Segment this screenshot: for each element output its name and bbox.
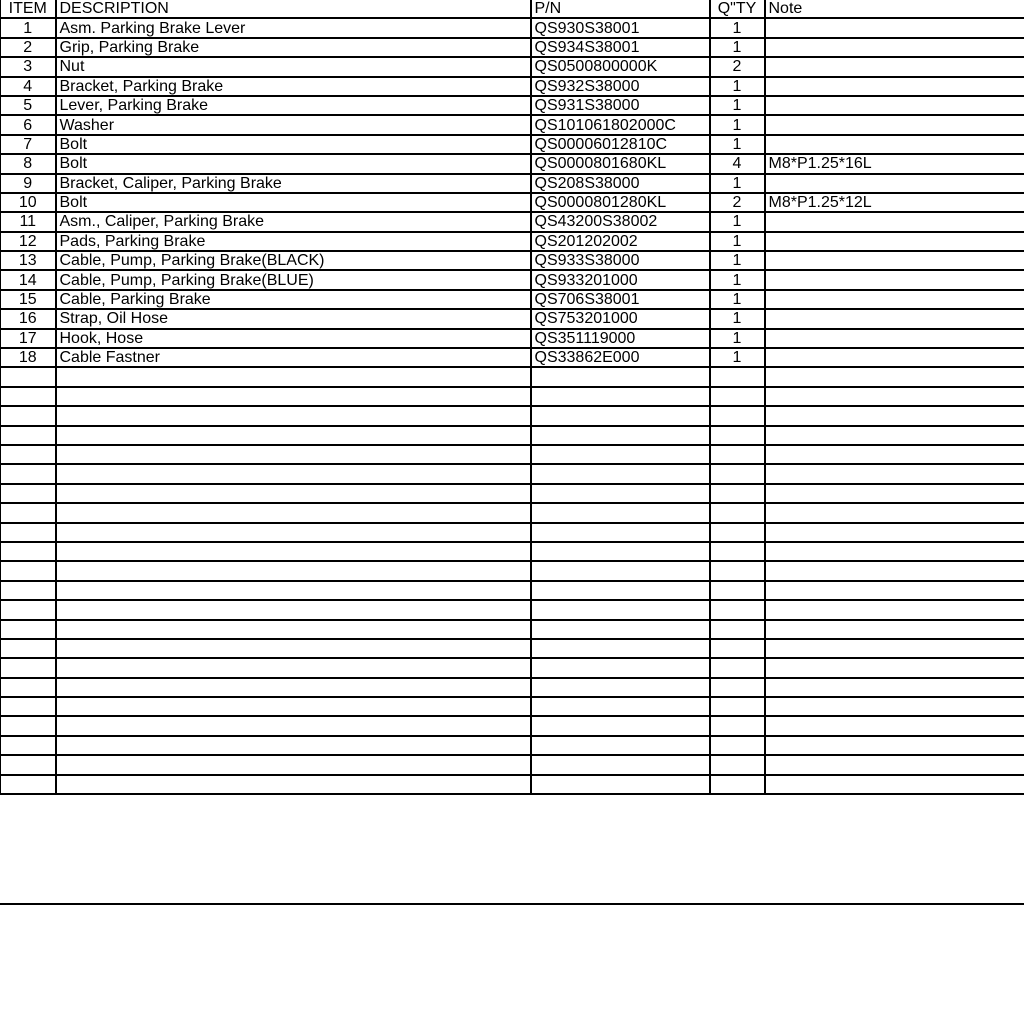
part-number-cell: QS932S38000 (531, 77, 710, 96)
table-row (1, 232, 1024, 251)
item-cell (1, 697, 56, 716)
part-number-cell: QS0500800000K (531, 57, 710, 76)
header-quantity: Q"TY (710, 0, 765, 18)
item-cell (1, 716, 56, 735)
note-cell (765, 115, 1024, 134)
table-row (1, 736, 1024, 755)
quantity-cell (710, 503, 765, 522)
description-cell (56, 775, 531, 794)
description-cell (56, 620, 531, 639)
description-cell: Bracket, Caliper, Parking Brake (56, 174, 531, 193)
item-cell (1, 561, 56, 580)
item-cell (1, 503, 56, 522)
part-number-cell: QS00006012810C (531, 135, 710, 154)
quantity-cell (710, 561, 765, 580)
description-cell (56, 542, 531, 561)
note-cell (765, 406, 1024, 425)
header-note: Note (765, 0, 1024, 18)
part-number-cell: QS101061802000C (531, 115, 710, 134)
part-number-cell: QS933S38000 (531, 251, 710, 270)
quantity-cell (710, 542, 765, 561)
part-number-cell (531, 367, 710, 386)
quantity-cell: 1 (710, 270, 765, 289)
note-cell (765, 523, 1024, 542)
description-cell: Cable, Pump, Parking Brake(BLACK) (56, 251, 531, 270)
description-cell: Hook, Hose (56, 329, 531, 348)
note-cell (765, 542, 1024, 561)
table-row (1, 716, 1024, 735)
part-number-cell (531, 678, 710, 697)
quantity-cell (710, 736, 765, 755)
description-cell: Nut (56, 57, 531, 76)
note-cell (765, 426, 1024, 445)
part-number-cell: QS208S38000 (531, 174, 710, 193)
quantity-cell: 1 (710, 77, 765, 96)
description-cell: Asm., Caliper, Parking Brake (56, 212, 531, 231)
table-row (1, 96, 1024, 115)
note-cell (765, 135, 1024, 154)
table-row (1, 658, 1024, 677)
description-cell (56, 600, 531, 619)
quantity-cell: 1 (710, 135, 765, 154)
part-number-cell (531, 620, 710, 639)
note-cell (765, 678, 1024, 697)
quantity-cell (710, 387, 765, 406)
description-cell (56, 523, 531, 542)
quantity-cell: 1 (710, 232, 765, 251)
item-cell: 7 (1, 135, 56, 154)
description-cell (56, 581, 531, 600)
part-number-cell (531, 658, 710, 677)
description-cell (56, 716, 531, 735)
table-row (1, 678, 1024, 697)
description-cell: Cable, Parking Brake (56, 290, 531, 309)
quantity-cell (710, 600, 765, 619)
quantity-cell (710, 678, 765, 697)
item-cell: 11 (1, 212, 56, 231)
item-cell: 14 (1, 270, 56, 289)
note-cell (765, 620, 1024, 639)
item-cell: 1 (1, 18, 56, 37)
table-row (1, 775, 1024, 794)
note-cell (765, 387, 1024, 406)
note-cell (765, 18, 1024, 37)
table-row (1, 38, 1024, 57)
note-cell (765, 367, 1024, 386)
quantity-cell: 1 (710, 38, 765, 57)
item-cell: 15 (1, 290, 56, 309)
item-cell: 3 (1, 57, 56, 76)
note-cell (765, 561, 1024, 580)
description-cell: Washer (56, 115, 531, 134)
table-row (1, 484, 1024, 503)
item-cell (1, 600, 56, 619)
description-cell: Grip, Parking Brake (56, 38, 531, 57)
quantity-cell (710, 716, 765, 735)
quantity-cell: 1 (710, 212, 765, 231)
table-row (1, 290, 1024, 309)
quantity-cell: 2 (710, 57, 765, 76)
table-row (1, 154, 1024, 173)
note-cell (765, 464, 1024, 483)
note-cell (765, 581, 1024, 600)
item-cell (1, 367, 56, 386)
note-cell (765, 600, 1024, 619)
table-row (1, 251, 1024, 270)
description-cell (56, 426, 531, 445)
description-cell: Strap, Oil Hose (56, 309, 531, 328)
item-cell: 12 (1, 232, 56, 251)
item-cell (1, 445, 56, 464)
description-cell (56, 736, 531, 755)
item-cell (1, 387, 56, 406)
note-cell (765, 212, 1024, 231)
item-cell: 8 (1, 154, 56, 173)
note-cell (765, 348, 1024, 367)
quantity-cell (710, 484, 765, 503)
description-cell: Pads, Parking Brake (56, 232, 531, 251)
table-row (1, 406, 1024, 425)
note-cell (765, 232, 1024, 251)
description-cell (56, 697, 531, 716)
table-row (1, 620, 1024, 639)
part-number-cell (531, 464, 710, 483)
description-cell: Bolt (56, 154, 531, 173)
note-cell (765, 96, 1024, 115)
table-row (1, 639, 1024, 658)
part-number-cell: QS43200S38002 (531, 212, 710, 231)
description-cell (56, 658, 531, 677)
header-description: DESCRIPTION (56, 0, 531, 18)
table-row (1, 57, 1024, 76)
table-row (1, 464, 1024, 483)
quantity-cell: 1 (710, 348, 765, 367)
note-cell (765, 658, 1024, 677)
header-part-number: P/N (531, 0, 710, 18)
quantity-cell: 1 (710, 96, 765, 115)
note-cell (765, 445, 1024, 464)
part-number-cell: QS201202002 (531, 232, 710, 251)
part-number-cell (531, 523, 710, 542)
item-cell: 17 (1, 329, 56, 348)
description-cell (56, 464, 531, 483)
note-cell (765, 484, 1024, 503)
note-cell (765, 57, 1024, 76)
description-cell (56, 755, 531, 774)
item-cell: 5 (1, 96, 56, 115)
note-cell (765, 251, 1024, 270)
item-cell: 18 (1, 348, 56, 367)
quantity-cell: 1 (710, 115, 765, 134)
header-row (1, 0, 1024, 18)
note-cell (765, 755, 1024, 774)
quantity-cell: 1 (710, 251, 765, 270)
part-number-cell: QS33862E000 (531, 348, 710, 367)
item-cell: 2 (1, 38, 56, 57)
item-cell: 10 (1, 193, 56, 212)
note-cell (765, 329, 1024, 348)
quantity-cell (710, 445, 765, 464)
item-cell: 6 (1, 115, 56, 134)
table-row (1, 600, 1024, 619)
item-cell (1, 542, 56, 561)
item-cell (1, 426, 56, 445)
quantity-cell: 2 (710, 193, 765, 212)
part-number-cell: QS351119000 (531, 329, 710, 348)
item-cell: 4 (1, 77, 56, 96)
description-cell (56, 367, 531, 386)
table-row (1, 77, 1024, 96)
bottom-rule (0, 903, 1024, 905)
table-row (1, 174, 1024, 193)
note-cell (765, 77, 1024, 96)
part-number-cell (531, 484, 710, 503)
table-row (1, 193, 1024, 212)
part-number-cell (531, 406, 710, 425)
quantity-cell (710, 697, 765, 716)
description-cell: Cable, Pump, Parking Brake(BLUE) (56, 270, 531, 289)
quantity-cell (710, 620, 765, 639)
note-cell: M8*P1.25*12L (765, 193, 1024, 212)
table-row (1, 348, 1024, 367)
table-row (1, 135, 1024, 154)
description-cell (56, 678, 531, 697)
description-cell: Bolt (56, 135, 531, 154)
quantity-cell (710, 775, 765, 794)
quantity-cell: 1 (710, 18, 765, 37)
part-number-cell: QS0000801280KL (531, 193, 710, 212)
part-number-cell (531, 639, 710, 658)
item-cell: 13 (1, 251, 56, 270)
note-cell (765, 775, 1024, 794)
part-number-cell (531, 600, 710, 619)
quantity-cell (710, 406, 765, 425)
note-cell (765, 639, 1024, 658)
note-cell: M8*P1.25*16L (765, 154, 1024, 173)
description-cell: Cable Fastner (56, 348, 531, 367)
table-row (1, 387, 1024, 406)
table-row (1, 581, 1024, 600)
quantity-cell (710, 639, 765, 658)
note-cell (765, 716, 1024, 735)
item-cell: 16 (1, 309, 56, 328)
note-cell (765, 270, 1024, 289)
description-cell (56, 387, 531, 406)
note-cell (765, 697, 1024, 716)
part-number-cell (531, 581, 710, 600)
part-number-cell: QS753201000 (531, 309, 710, 328)
table-row (1, 212, 1024, 231)
part-number-cell: QS933201000 (531, 270, 710, 289)
item-cell (1, 581, 56, 600)
quantity-cell (710, 755, 765, 774)
quantity-cell (710, 581, 765, 600)
table-row (1, 445, 1024, 464)
item-cell: 9 (1, 174, 56, 193)
part-number-cell: QS0000801680KL (531, 154, 710, 173)
part-number-cell (531, 426, 710, 445)
item-cell (1, 523, 56, 542)
table-row (1, 523, 1024, 542)
part-number-cell (531, 775, 710, 794)
part-number-cell (531, 387, 710, 406)
part-number-cell: QS706S38001 (531, 290, 710, 309)
item-cell (1, 484, 56, 503)
part-number-cell (531, 716, 710, 735)
table-row (1, 503, 1024, 522)
part-number-cell (531, 503, 710, 522)
description-cell (56, 503, 531, 522)
note-cell (765, 38, 1024, 57)
item-cell (1, 736, 56, 755)
item-cell (1, 775, 56, 794)
part-number-cell (531, 736, 710, 755)
table-row (1, 18, 1024, 37)
description-cell: Bolt (56, 193, 531, 212)
quantity-cell (710, 523, 765, 542)
table-row (1, 755, 1024, 774)
quantity-cell: 1 (710, 290, 765, 309)
quantity-cell (710, 426, 765, 445)
part-number-cell: QS934S38001 (531, 38, 710, 57)
item-cell (1, 755, 56, 774)
table-row (1, 309, 1024, 328)
table-row (1, 561, 1024, 580)
item-cell (1, 406, 56, 425)
quantity-cell (710, 658, 765, 677)
part-number-cell (531, 697, 710, 716)
part-number-cell (531, 755, 710, 774)
table-row (1, 115, 1024, 134)
quantity-cell: 1 (710, 174, 765, 193)
note-cell (765, 290, 1024, 309)
note-cell (765, 503, 1024, 522)
description-cell: Asm. Parking Brake Lever (56, 18, 531, 37)
header-item: ITEM (1, 0, 56, 18)
part-number-cell (531, 445, 710, 464)
description-cell (56, 445, 531, 464)
item-cell (1, 678, 56, 697)
note-cell (765, 309, 1024, 328)
quantity-cell (710, 367, 765, 386)
item-cell (1, 620, 56, 639)
table-row (1, 697, 1024, 716)
item-cell (1, 639, 56, 658)
description-cell (56, 639, 531, 658)
table-row (1, 270, 1024, 289)
quantity-cell: 1 (710, 329, 765, 348)
note-cell (765, 736, 1024, 755)
quantity-cell: 4 (710, 154, 765, 173)
table-row (1, 426, 1024, 445)
description-cell: Lever, Parking Brake (56, 96, 531, 115)
part-number-cell: QS931S38000 (531, 96, 710, 115)
quantity-cell: 1 (710, 309, 765, 328)
description-cell (56, 406, 531, 425)
item-cell (1, 658, 56, 677)
part-number-cell (531, 542, 710, 561)
part-number-cell (531, 561, 710, 580)
description-cell (56, 484, 531, 503)
table-row (1, 542, 1024, 561)
description-cell: Bracket, Parking Brake (56, 77, 531, 96)
description-cell (56, 561, 531, 580)
quantity-cell (710, 464, 765, 483)
part-number-cell: QS930S38001 (531, 18, 710, 37)
note-cell (765, 174, 1024, 193)
item-cell (1, 464, 56, 483)
table-row (1, 367, 1024, 386)
table-row (1, 329, 1024, 348)
